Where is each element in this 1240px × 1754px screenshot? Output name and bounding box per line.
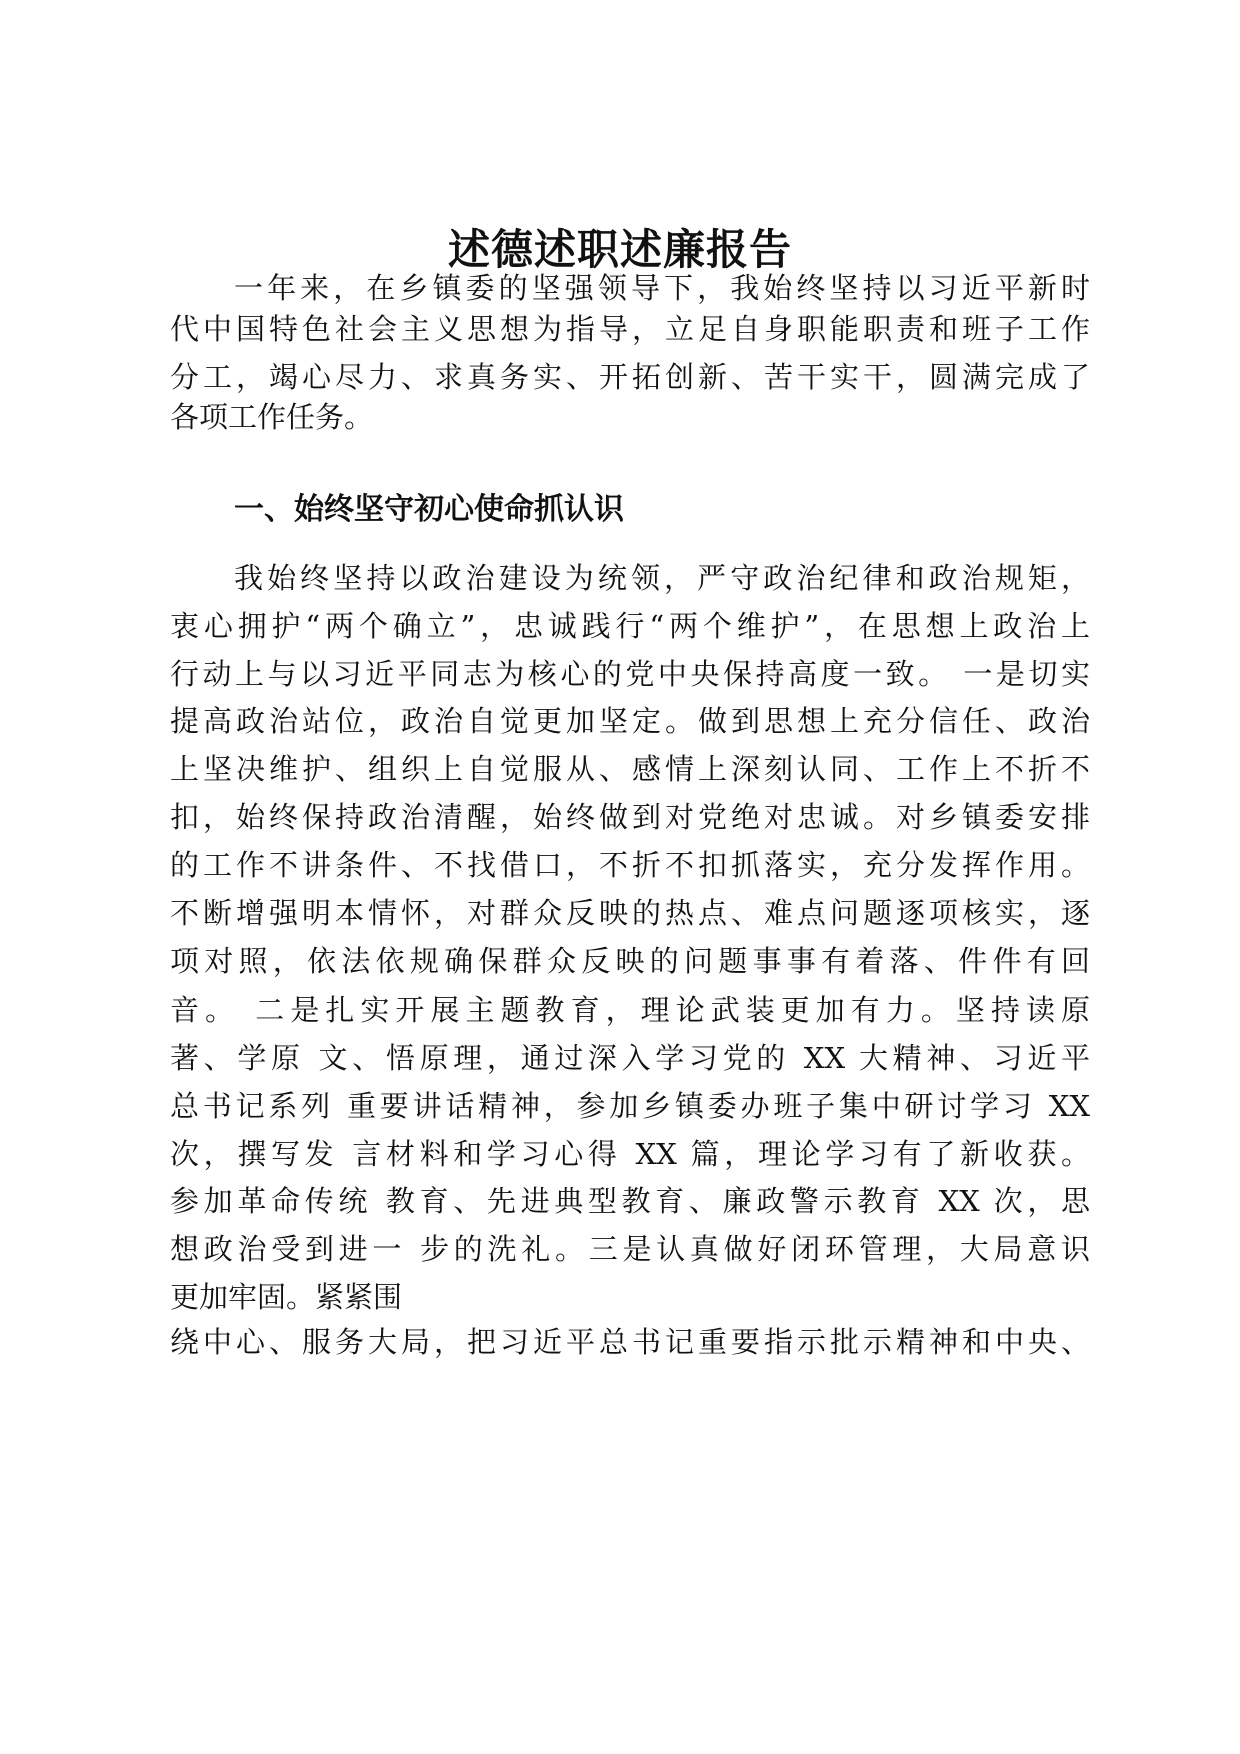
body-line-5: 上坚决维护、组织上自觉服从、感情上深刻认同、工作上不折不 (170, 752, 1090, 786)
body-line-4: 提高政治站位，政治自觉更加坚定。做到思想上充分信任、政治 (170, 704, 1090, 738)
intro-line-4: 各项工作任务。 (170, 400, 374, 434)
body-line-11: 著、学原 文、悟原理，通过深入学习党的 XX 大精神、习近平 (170, 1041, 1090, 1075)
body-line-1: 我始终坚持以政治建设为统领，严守政治纪律和政治规矩， (234, 561, 1090, 595)
body-line-10: 音。 二是扎实开展主题教育，理论武装更加有力。坚持读原 (170, 993, 1090, 1027)
body-line-13: 次，撰写发 言材料和学习心得 XX 篇，理论学习有了新收获。 (170, 1137, 1090, 1171)
body-line-7: 的工作不讲条件、不找借口，不折不扣抓落实，充分发挥作用。 (170, 848, 1090, 882)
intro-line-1: 一年来，在乡镇委的坚强领导下，我始终坚持以习近平新时 (234, 271, 1090, 305)
section-heading: 一、始终坚守初心使命抓认识 (234, 492, 624, 527)
body-line-14: 参加革命传统 教育、先进典型教育、廉政警示教育 XX 次，思 (170, 1184, 1090, 1218)
body-line-3: 行动上与以习近平同志为核心的党中央保持高度一致。 一是切实 (170, 657, 1090, 691)
intro-line-3: 分工，竭心尽力、求真务实、开拓创新、苦干实干，圆满完成了 (170, 360, 1090, 394)
body-line-17: 绕中心、服务大局，把习近平总书记重要指示批示精神和中央、 (170, 1325, 1090, 1359)
body-line-6: 扣，始终保持政治清醒，始终做到对党绝对忠诚。对乡镇委安排 (170, 800, 1090, 834)
document-title: 述德述职述廉报告 (447, 225, 792, 274)
body-line-9: 项对照，依法依规确保群众反映的问题事事有着落、件件有回 (170, 944, 1090, 978)
body-line-8: 不断增强明本情怀，对群众反映的热点、难点问题逐项核实，逐 (170, 896, 1090, 930)
body-line-12: 总书记系列 重要讲话精神，参加乡镇委办班子集中研讨学习 XX (170, 1089, 1090, 1123)
body-line-2: 衷心拥护“两个确立”，忠诚践行“两个维护”，在思想上政治上 (170, 609, 1090, 643)
intro-line-2: 代中国特色社会主义思想为指导，立足自身职能职责和班子工作 (170, 312, 1090, 346)
body-line-15: 想政治受到进一 步的洗礼。三是认真做好闭环管理，大局意识 (170, 1232, 1090, 1266)
body-line-16: 更加牢固。紧紧围 (170, 1280, 403, 1314)
